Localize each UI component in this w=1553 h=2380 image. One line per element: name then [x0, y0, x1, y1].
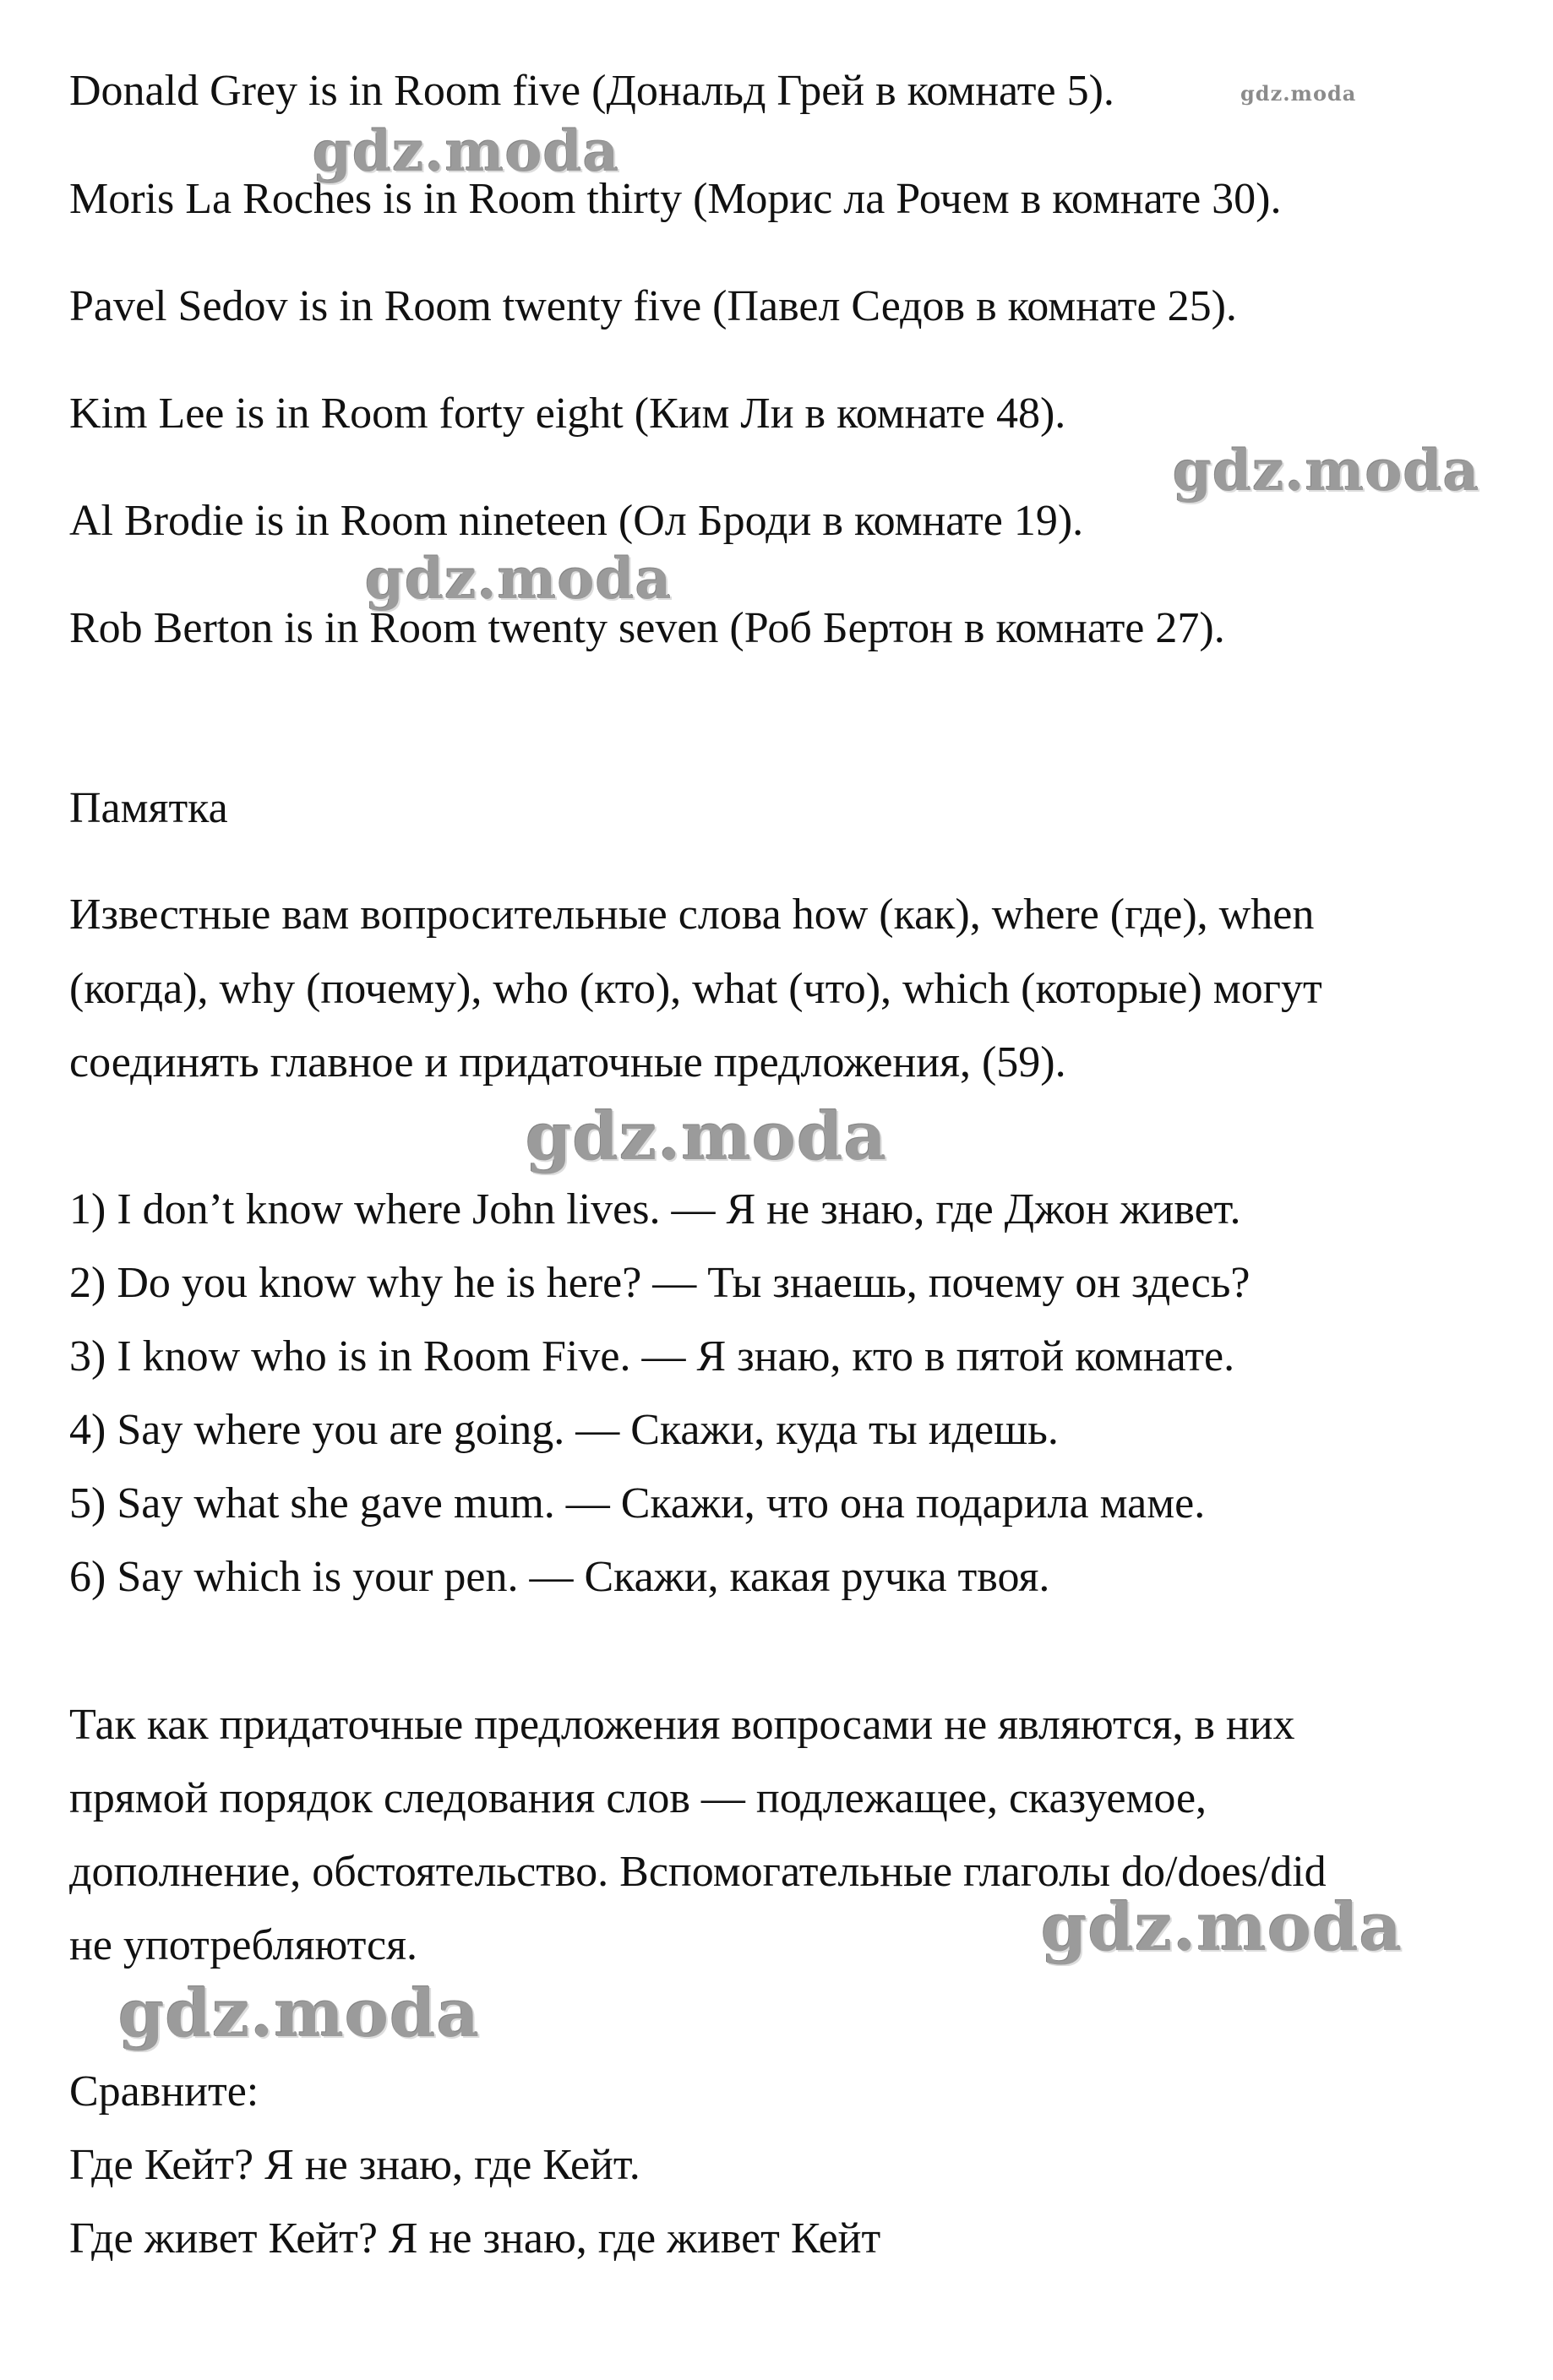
compare-line-2: Где живет Кейт? Я не знаю, где живет Кейт: [69, 2214, 881, 2263]
room-line-4: Kim Lee is in Room forty eight (Ким Ли в комнате 48).: [69, 389, 1066, 438]
example-line-6: 6) Say which is your pen. — Скажи, какая ручка твоя.: [69, 1553, 1050, 1601]
room-line-3: Pavel Sedov is in Room twenty five (Павел Седов в комнате 25).: [69, 282, 1237, 330]
rule-line-1: Так как придаточные предложения вопросами не являются, в них: [69, 1701, 1295, 1749]
watermark-6: gdz.moda: [118, 1975, 481, 2052]
watermark-1: gdz.moda: [313, 118, 620, 184]
watermark-2: gdz.moda: [1173, 438, 1480, 504]
memo-intro-line-2: (когда), why (почему), who (кто), what (что), which (которые) могут: [69, 965, 1322, 1013]
watermark-5: gdz.moda: [1041, 1889, 1403, 1966]
rule-line-3: дополнение, обстоятельство. Вспомогательные глаголы do/does/did: [69, 1848, 1327, 1896]
example-line-4: 4) Say where you are going. — Скажи, куда ты идешь.: [69, 1406, 1059, 1454]
memo-intro-line-1: Известные вам вопросительные слова how (как), where (где), when: [69, 890, 1315, 939]
memo-intro-line-3: соединять главное и придаточные предложения, (59).: [69, 1038, 1066, 1087]
example-line-2: 2) Do you know why he is here? — Ты знаешь, почему он здесь?: [69, 1259, 1251, 1307]
room-line-5: Al Brodie is in Room nineteen (Ол Броди в комнате 19).: [69, 497, 1084, 545]
compare-line-1: Где Кейт? Я не знаю, где Кейт.: [69, 2141, 640, 2189]
memo-title: Памятка: [69, 784, 228, 832]
room-line-2: Moris La Roches is in Room thirty (Морис ла Рочем в комнате 30).: [69, 175, 1282, 223]
room-line-1: Donald Grey is in Room five (Дональд Грей в комнате 5).: [69, 67, 1114, 115]
watermark-3: gdz.moda: [365, 546, 673, 612]
compare-label: Сравните:: [69, 2067, 259, 2116]
room-line-6: Rob Berton is in Room twenty seven (Роб Бертон в комнате 27).: [69, 604, 1225, 652]
watermark-4: gdz.moda: [526, 1098, 888, 1175]
example-line-5: 5) Say what she gave mum. — Скажи, что она подарила маме.: [69, 1479, 1206, 1528]
example-line-3: 3) I know who is in Room Five. — Я знаю, кто в пятой комнате.: [69, 1332, 1235, 1381]
rule-line-2: прямой порядок следования слов — подлежащее, сказуемое,: [69, 1774, 1207, 1822]
rule-line-4: не употребляются.: [69, 1921, 418, 1969]
example-line-1: 1) I don’t know where John lives. — Я не знаю, где Джон живет.: [69, 1185, 1241, 1234]
watermark-small: gdz.moda: [1240, 81, 1357, 106]
